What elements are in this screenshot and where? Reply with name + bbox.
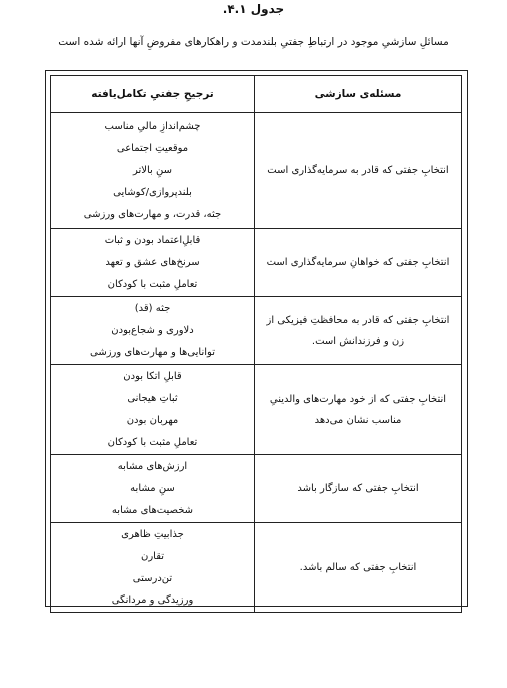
preference-item: توانایی‌ها و مهارت‌های ورزشی: [90, 346, 215, 358]
table-header-row: [51, 76, 462, 113]
preferences-cell: [51, 365, 255, 455]
table-row: [51, 229, 462, 297]
issue-cell: انتخابِ جفتی که سالم باشد.: [255, 523, 462, 613]
table-row: [51, 297, 462, 365]
preference-item: قابلِ‌اعتماد بودن و ثبات: [104, 234, 201, 246]
preference-item: تعاملِ مثبت با کودکان: [107, 278, 198, 290]
table-row: [51, 523, 462, 613]
issue-cell: انتخابِ جفتی که سازگار باشد: [255, 455, 462, 523]
preference-item: تقارن: [140, 550, 165, 562]
table-subtitle: مسائلِ سازشیِ موجود در ارتباطِ جفتیِ بلندمدت و راهکارهای مفروضِ آنها ارائه شده است: [58, 36, 449, 48]
preference-item: ثباتِ هیجانی: [127, 392, 178, 404]
preferences-cell: [51, 113, 255, 229]
preference-list: [51, 366, 254, 454]
preferences-cell: [51, 297, 255, 365]
preference-item: سرنخ‌های عشق و تعهد: [105, 256, 200, 268]
table-row: [51, 113, 462, 229]
table-frame: [45, 70, 468, 607]
preference-item: جثه (قد): [134, 302, 171, 314]
header-issue: مسئله‌ی سازشی: [255, 76, 462, 113]
issue-cell: انتخابِ جفتی که قادر به سرمایه‌گذاری است: [255, 113, 462, 229]
preference-item: تعاملِ مثبت با کودکان: [107, 436, 198, 448]
preferences-cell: [51, 455, 255, 523]
preference-item: سنِ مشابه: [130, 482, 175, 494]
preference-item: جثه، قدرت، و مهارت‌های ورزشی: [83, 208, 222, 220]
preference-list: [51, 230, 254, 296]
preference-item: تن‌درستی: [132, 572, 173, 584]
preference-item: ارزش‌های مشابه: [117, 460, 188, 472]
preference-list: [51, 524, 254, 612]
table-caption: جدول ۴.۱.: [222, 2, 285, 16]
preference-item: ورزیدگی و مردانگی: [111, 594, 194, 606]
table-row: [51, 365, 462, 455]
preference-list: [51, 116, 254, 226]
preference-item: جذابیتِ ظاهری: [121, 528, 184, 540]
preference-list: [51, 298, 254, 364]
preference-item: موقعیتِ اجتماعی: [116, 142, 189, 154]
table-row: [51, 455, 462, 523]
issue-cell: انتخابِ جفتی که قادر به محافظتِ فیزیکی از زن و فرزندانش است.: [255, 297, 462, 365]
preference-item: چشم‌اندازِ مالیِ مناسب: [104, 120, 201, 132]
preference-list: [51, 456, 254, 522]
issue-cell: انتخابِ جفتی که از خود مهارت‌های والدینیِ مناسب نشان می‌دهد: [255, 365, 462, 455]
preference-item: سنِ بالاتر: [132, 164, 172, 176]
header-preference: ترجیحِ جفتیِ تکامل‌یافته: [51, 76, 255, 113]
mating-preferences-table: [50, 75, 462, 613]
preferences-cell: [51, 523, 255, 613]
preference-item: دلاوری و شجاع‌بودن: [111, 324, 194, 336]
preference-item: مهربان بودن: [126, 414, 179, 426]
preference-item: شخصیت‌های مشابه: [111, 504, 194, 516]
preference-item: بلندپروازی/کوشایی: [113, 186, 192, 198]
preferences-cell: [51, 229, 255, 297]
preference-item: قابلِ اتکا بودن: [123, 370, 182, 382]
issue-cell: انتخابِ جفتی که خواهانِ سرمایه‌گذاری است: [255, 229, 462, 297]
